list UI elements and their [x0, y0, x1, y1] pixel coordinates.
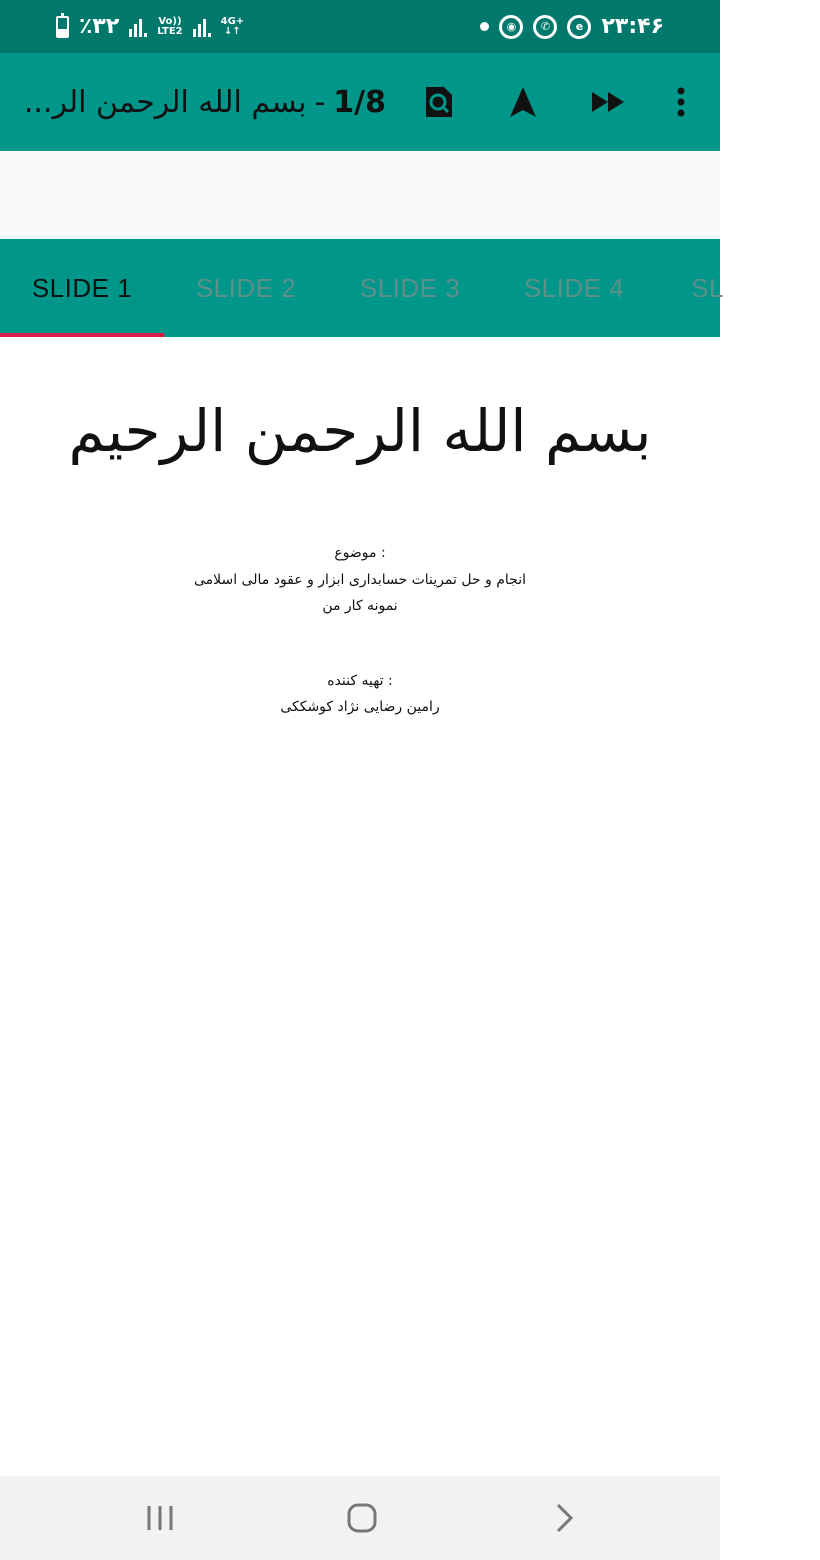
- back-icon[interactable]: [544, 1498, 584, 1538]
- fast-forward-icon[interactable]: [586, 80, 630, 124]
- author-name: رامین رضایی نژاد کوشککی: [280, 699, 440, 715]
- battery-icon: [56, 16, 69, 38]
- slide-content[interactable]: [0, 337, 720, 1476]
- topic-label: : موضوع: [334, 545, 386, 561]
- signal-icon: [129, 17, 147, 37]
- author-label: : تهیه کننده: [327, 673, 393, 689]
- slide-title: بسم الله الرحمن الرحيم: [68, 397, 652, 465]
- data-arrows-label: ↓↑: [224, 25, 241, 37]
- tab-slide-4[interactable]: SLIDE 4: [523, 272, 625, 303]
- battery-percent: ٪۳۲: [79, 14, 120, 39]
- volte-label: Vo)): [158, 15, 182, 27]
- page-indicator: 1/8: [333, 84, 386, 120]
- signal-icon: [193, 17, 211, 37]
- status-left: [56, 14, 244, 39]
- status-right: [480, 14, 664, 39]
- dot-icon: [480, 22, 489, 31]
- topic-line-1: انجام و حل تمرینات حسابداری ابزار و عقود مالی اسلامی: [193, 572, 527, 588]
- network-4g-tag: [221, 17, 245, 37]
- app-title: [23, 53, 386, 151]
- search-document-icon[interactable]: [417, 80, 461, 124]
- recent-apps-icon[interactable]: [140, 1498, 180, 1538]
- network-type-tag: [157, 17, 182, 37]
- tab-slide-3[interactable]: SLIDE 3: [359, 272, 461, 303]
- more-vert-icon[interactable]: [659, 80, 703, 124]
- app-icon: e: [567, 15, 591, 39]
- tab-slide-1[interactable]: SLIDE 1: [31, 272, 133, 303]
- system-nav-bar: [0, 1476, 720, 1560]
- tab-slide-2[interactable]: SLIDE 2: [195, 272, 297, 303]
- lte-label: LTE2: [157, 25, 183, 37]
- document-title: بسم الله الرحمن الر...: [23, 84, 307, 120]
- whatsapp-icon: ✆: [533, 15, 557, 39]
- slide-tab-bar: [0, 239, 724, 337]
- app-bar: [0, 53, 720, 151]
- status-bar: [0, 0, 720, 53]
- 4g-label: 4G+: [220, 15, 245, 27]
- topic-line-2: نمونه کار من: [322, 598, 398, 614]
- empty-area: [0, 151, 720, 239]
- home-icon[interactable]: [342, 1498, 382, 1538]
- clock: ۲۳:۴۶: [601, 14, 664, 39]
- tab-slide-5[interactable]: SL: [691, 272, 724, 303]
- title-separator: -: [314, 84, 326, 120]
- navigate-icon[interactable]: [501, 80, 545, 124]
- chrome-icon: ◉: [499, 15, 523, 39]
